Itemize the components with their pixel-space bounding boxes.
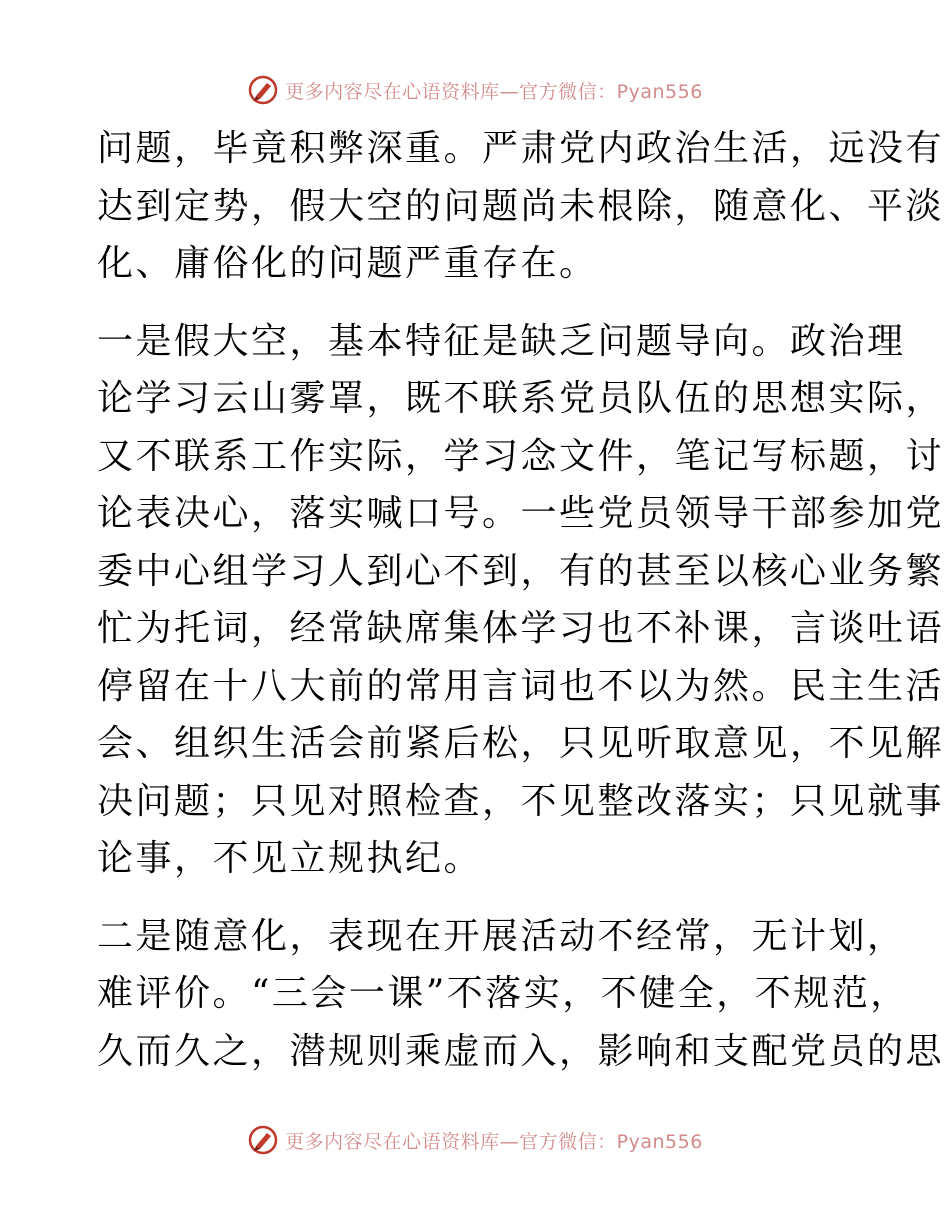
text-line: 化、庸俗化的问题严重存在。 bbox=[97, 243, 598, 284]
text-line: 又不联系工作实际，学习念文件，笔记写标题，讨 bbox=[97, 435, 945, 477]
text-line: 论学习云山雾罩，既不联系党员队伍的思想实际， bbox=[97, 378, 945, 419]
watermark-text: 更多内容尽在心语资料库—官方微信：Pyan556 bbox=[285, 80, 703, 103]
text-line: 一是假大空，基本特征是缺乏问题导向。政治理 bbox=[97, 320, 906, 362]
paragraph-1 bbox=[97, 120, 945, 293]
pen-logo-icon bbox=[247, 74, 279, 106]
paragraph-2 bbox=[97, 313, 945, 888]
watermark-text: 更多内容尽在心语资料库—官方微信：Pyan556 bbox=[285, 1130, 703, 1153]
document-body bbox=[97, 120, 945, 1080]
text-line: 难评价。“三会一课”不落实，不健全，不规范， bbox=[97, 973, 909, 1014]
text-line: 论事，不见立规执纪。 bbox=[97, 838, 483, 879]
text-line: 会、组织生活会前紧后松，只见听取意见，不见解 bbox=[97, 723, 945, 764]
paragraph-3 bbox=[97, 908, 945, 1081]
text-line: 问题，毕竟积弊深重。严肃党内政治生活，远没有 bbox=[97, 128, 945, 169]
text-line: 停留在十八大前的常用言词也不以为然。民主生活 bbox=[97, 665, 945, 707]
pen-logo-icon bbox=[247, 1124, 279, 1156]
text-line: 决问题；只见对照检查，不见整改落实；只见就事 bbox=[97, 780, 945, 822]
text-line: 委中心组学习人到心不到，有的甚至以核心业务繁 bbox=[97, 550, 945, 592]
text-line: 二是随意化，表现在开展活动不经常，无计划， bbox=[97, 915, 906, 957]
text-line: 久而久之，潜规则乘虚而入，影响和支配党员的思 bbox=[97, 1030, 945, 1072]
text-line: 达到定势，假大空的问题尚未根除，随意化、平淡 bbox=[97, 185, 945, 227]
footer-watermark bbox=[0, 1120, 950, 1160]
text-line: 论表决心，落实喊口号。一些党员领导干部参加党 bbox=[97, 493, 945, 534]
header-watermark bbox=[0, 70, 950, 110]
text-line: 忙为托词，经常缺席集体学习也不补课，言谈吐语 bbox=[97, 608, 945, 649]
